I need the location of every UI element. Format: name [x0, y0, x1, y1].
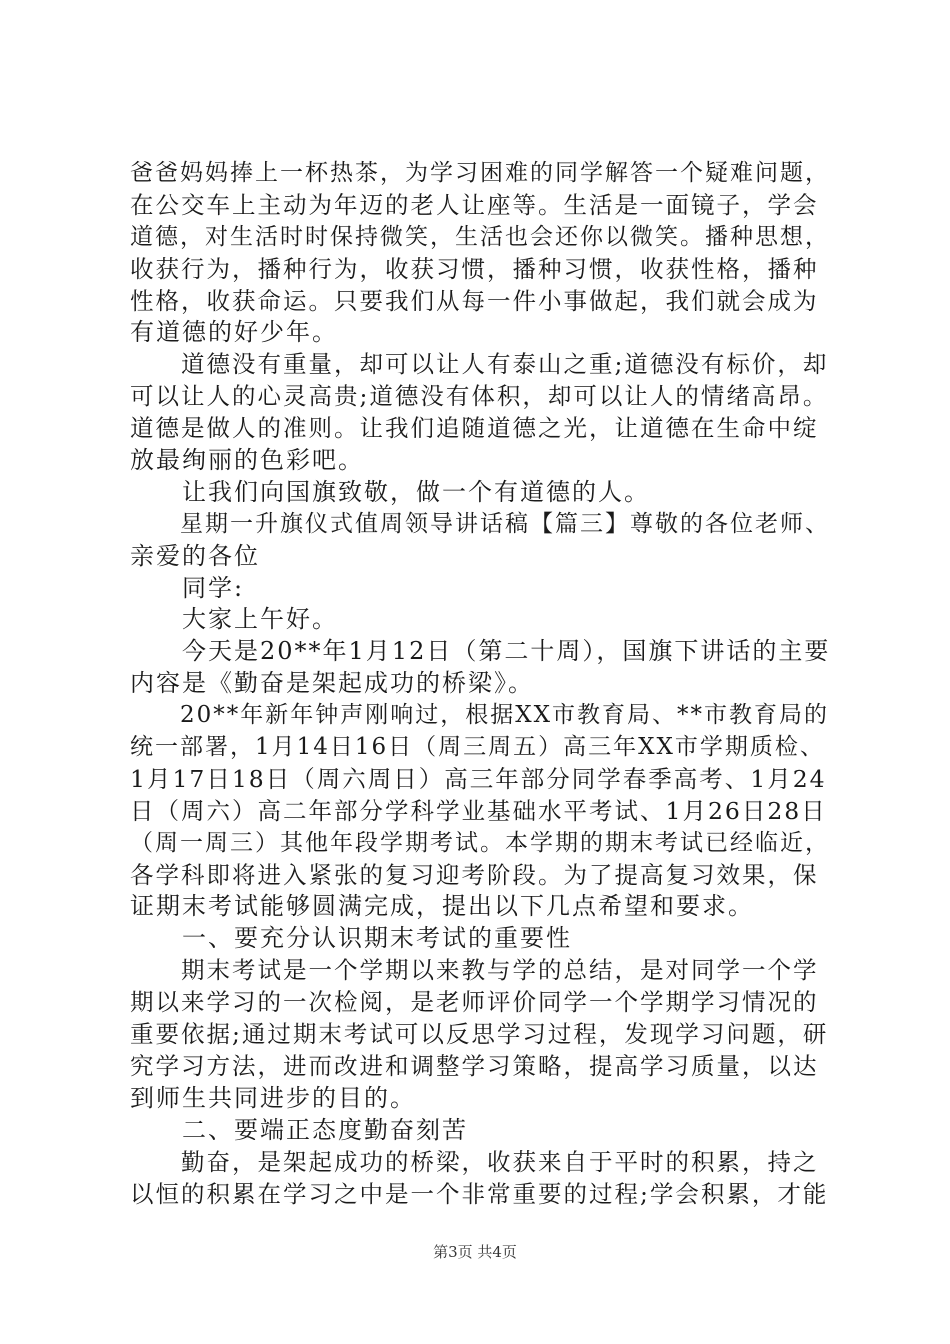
text-line: 同学:: [130, 573, 245, 602]
text-line: 可以让人的心灵高贵;道德没有体积，却可以让人的情绪高昂。: [130, 382, 829, 411]
text-line: 一、要充分认识期末考试的重要性: [130, 924, 572, 953]
text-line: 有道德的好少年。: [130, 318, 338, 347]
text-line: 性格，收获命运。只要我们从每一件小事做起，我们就会成为: [130, 286, 819, 315]
text-line: 道德，对生活时时保持微笑，生活也会还你以微笑。播种思想，: [130, 223, 830, 250]
text-line: 放最绚丽的色彩吧。: [130, 446, 364, 475]
text-line: 到师生共同进步的目的。: [130, 1083, 416, 1112]
page-footer: 第3页 共4页: [433, 1243, 517, 1261]
text-line: 1月17日18日（周六周日）高三年部分同学春季高考、1月24: [130, 764, 827, 793]
text-line: 以恒的积累在学习之中是一个非常重要的过程;学会积累，才能: [130, 1179, 829, 1208]
text-line: 内容是《勤奋是架起成功的桥梁》。: [130, 669, 534, 698]
text-line: 勤奋，是架起成功的桥梁，收获来自于平时的积累，持之: [130, 1147, 819, 1176]
document-body: [130, 158, 830, 1210]
text-line: 证期末考试能够圆满完成，提出以下几点希望和要求。: [130, 892, 754, 921]
text-line: 二、要端正态度勤奋刻苦: [130, 1115, 468, 1144]
text-line: 今天是20**年1月12日（第二十周），国旗下讲话的主要: [130, 637, 831, 666]
text-line: 道德是做人的准则。让我们追随道德之光，让道德在生命中绽: [130, 414, 819, 443]
text-line: 究学习方法，进而改进和调整学习策略，提高学习质量，以达: [130, 1051, 819, 1080]
text-line: 期以来学习的一次检阅，是老师评价同学一个学期学习情况的: [130, 988, 819, 1017]
text-line: 重要依据;通过期末考试可以反思学习过程，发现学习问题，研: [130, 1020, 829, 1049]
text-line: 期末考试是一个学期以来教与学的总结，是对同学一个学: [130, 956, 819, 985]
text-line: 各学科即将进入紧张的复习迎考阶段。为了提高复习效果，保: [130, 860, 819, 889]
text-line: 日（周六）高二年部分学科学业基础水平考试、1月26日28日: [130, 796, 827, 825]
text-line: （周一周三）其他年段学期考试。本学期的期末考试已经临近，: [130, 829, 830, 856]
text-line: 亲爱的各位: [130, 541, 260, 570]
text-line: 让我们向国旗致敬，做一个有道德的人。: [130, 477, 650, 506]
text-line: 收获行为，播种行为，收获习惯，播种习惯，收获性格，播种: [130, 254, 819, 283]
text-line: 在公交车上主动为年迈的老人让座等。生活是一面镜子，学会: [130, 190, 819, 219]
text-line: 星期一升旗仪式值周领导讲话稿【篇三】尊敬的各位老师、: [130, 510, 830, 537]
text-line: 爸爸妈妈捧上一杯热茶，为学习困难的同学解答一个疑难问题，: [130, 160, 830, 186]
text-line: 大家上午好。: [130, 605, 338, 634]
text-line: 统一部署，1月14日16日（周三周五）高三年XX市学期质检、: [130, 734, 825, 761]
text-line: 20**年新年钟声刚响过，根据XX市教育局、**市教育局的: [130, 702, 830, 729]
text-line: 道德没有重量，却可以让人有泰山之重;道德没有标价，却: [130, 350, 829, 379]
